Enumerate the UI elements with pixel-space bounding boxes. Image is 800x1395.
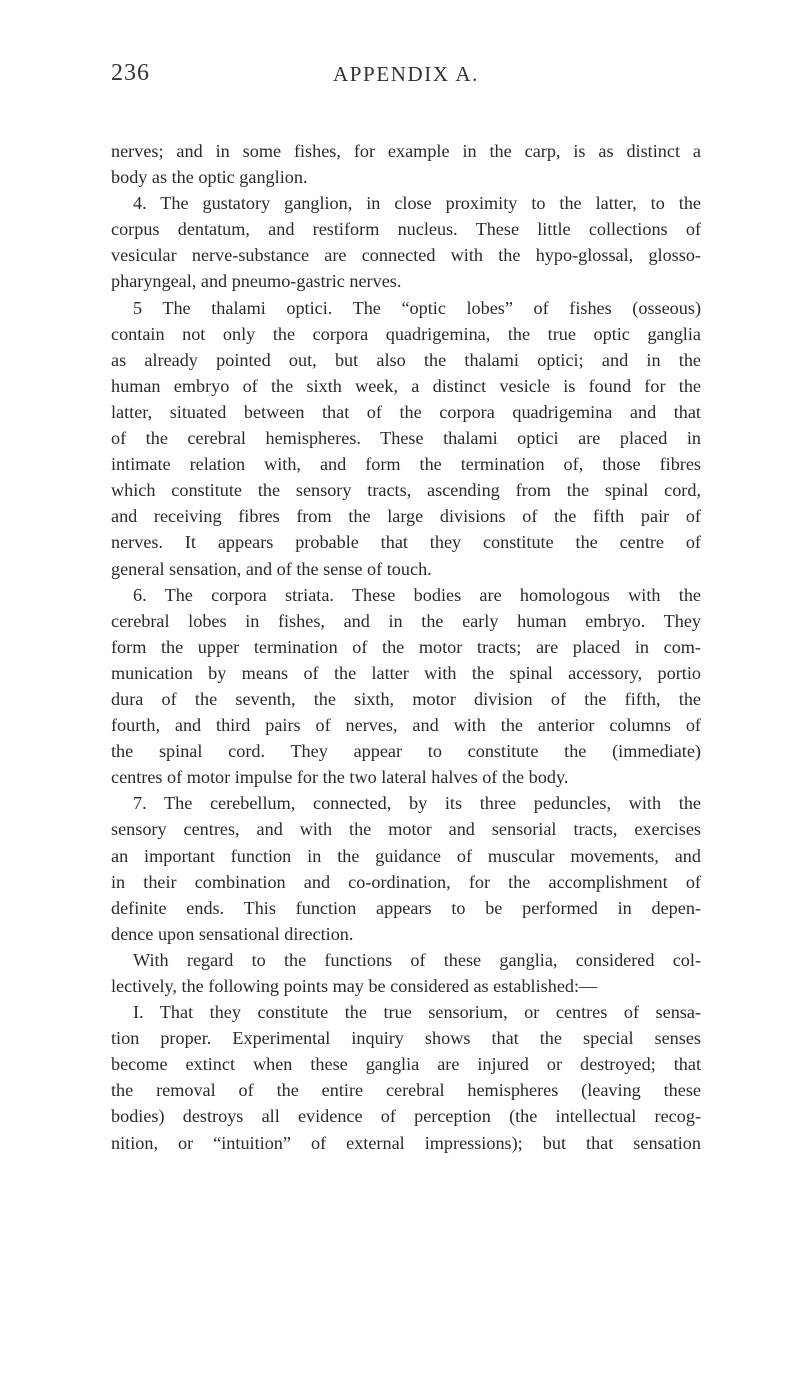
text-line: 4. The gustatory ganglion, in close proximity to the latter, to the (133, 193, 701, 214)
text-line: latter, situated between that of the corpora quadrigemina and that (111, 401, 701, 422)
text-line: corpus dentatum, and restiform nucleus. These little collections of (111, 219, 701, 240)
text-line: and receiving fibres from the large divisions of the fifth pair of (111, 506, 701, 527)
text-line: the removal of the entire cerebral hemispheres (leaving these (111, 1080, 701, 1101)
text-line: body as the optic ganglion. (111, 167, 308, 188)
text-line: bodies) destroys all evidence of perception (the intellectual recog- (111, 1106, 701, 1127)
text-line: I. That they constitute the true sensorium, or centres of sensa- (133, 1002, 701, 1023)
text-line: 5 The thalami optici. The “optic lobes” of fishes (osseous) (133, 297, 701, 318)
text-line: vesicular nerve-substance are connected with the hypo-glossal, glosso- (111, 245, 701, 266)
text-line: an important function in the guidance of muscular movements, and (111, 845, 701, 866)
text-line: munication by means of the latter with the spinal accessory, portio (111, 662, 701, 683)
running-head (111, 60, 701, 120)
text-line: nition, or “intuition” of external impressions); but that sensation (111, 1132, 701, 1153)
text-line: tion proper. Experimental inquiry shows that the special senses (111, 1028, 701, 1049)
text-line: dence upon sensational direction. (111, 923, 354, 944)
text-line: intimate relation with, and form the termination of, those fibres (111, 454, 701, 475)
text-line: 6. The corpora striata. These bodies are homologous with the (133, 584, 701, 605)
text-line: as already pointed out, but also the thalami optici; and in the (111, 349, 701, 370)
text-line: lectively, the following points may be considered as established:— (111, 976, 598, 996)
text-line: dura of the seventh, the sixth, motor division of the fifth, the (111, 688, 701, 709)
text-line: which constitute the sensory tracts, ascending from the spinal cord, (111, 480, 701, 501)
text-line: contain not only the corpora quadrigemina, the true optic ganglia (111, 323, 701, 344)
text-line: sensory centres, and with the motor and sensorial tracts, exercises (111, 819, 701, 840)
text-line: general sensation, and of the sense of touch. (111, 558, 432, 579)
text-line: fourth, and third pairs of nerves, and with the anterior columns of (111, 715, 701, 736)
text-line: pharyngeal, and pneumo-gastric nerves. (111, 271, 402, 292)
text-line: nerves; and in some fishes, for example in the carp, is as distinct a (111, 141, 701, 161)
text-line: become extinct when these ganglia are injured or destroyed; that (111, 1054, 701, 1075)
page-number: 236 (111, 60, 150, 86)
text-line: the spinal cord. They appear to constitute the (immediate) (111, 741, 701, 762)
text-line: cerebral lobes in fishes, and in the early human embryo. They (111, 610, 701, 631)
text-line: form the upper termination of the motor tracts; are placed in com- (111, 636, 701, 657)
text-line: 7. The cerebellum, connected, by its three peduncles, with the (133, 793, 701, 814)
running-title: APPENDIX A. (333, 62, 479, 86)
text-line: centres of motor impulse for the two lateral halves of the body. (111, 767, 569, 788)
text-line: With regard to the functions of these ganglia, considered col- (133, 949, 701, 970)
text-line: in their combination and co-ordination, for the accomplishment of (111, 871, 701, 892)
text-line: human embryo of the sixth week, a distinct vesicle is found for the (111, 375, 701, 396)
text-line: of the cerebral hemispheres. These thalami optici are placed in (111, 428, 701, 449)
text-line: definite ends. This function appears to be performed in depen- (111, 897, 701, 918)
body-text (111, 138, 701, 1156)
text-line: nerves. It appears probable that they constitute the centre of (111, 532, 701, 553)
